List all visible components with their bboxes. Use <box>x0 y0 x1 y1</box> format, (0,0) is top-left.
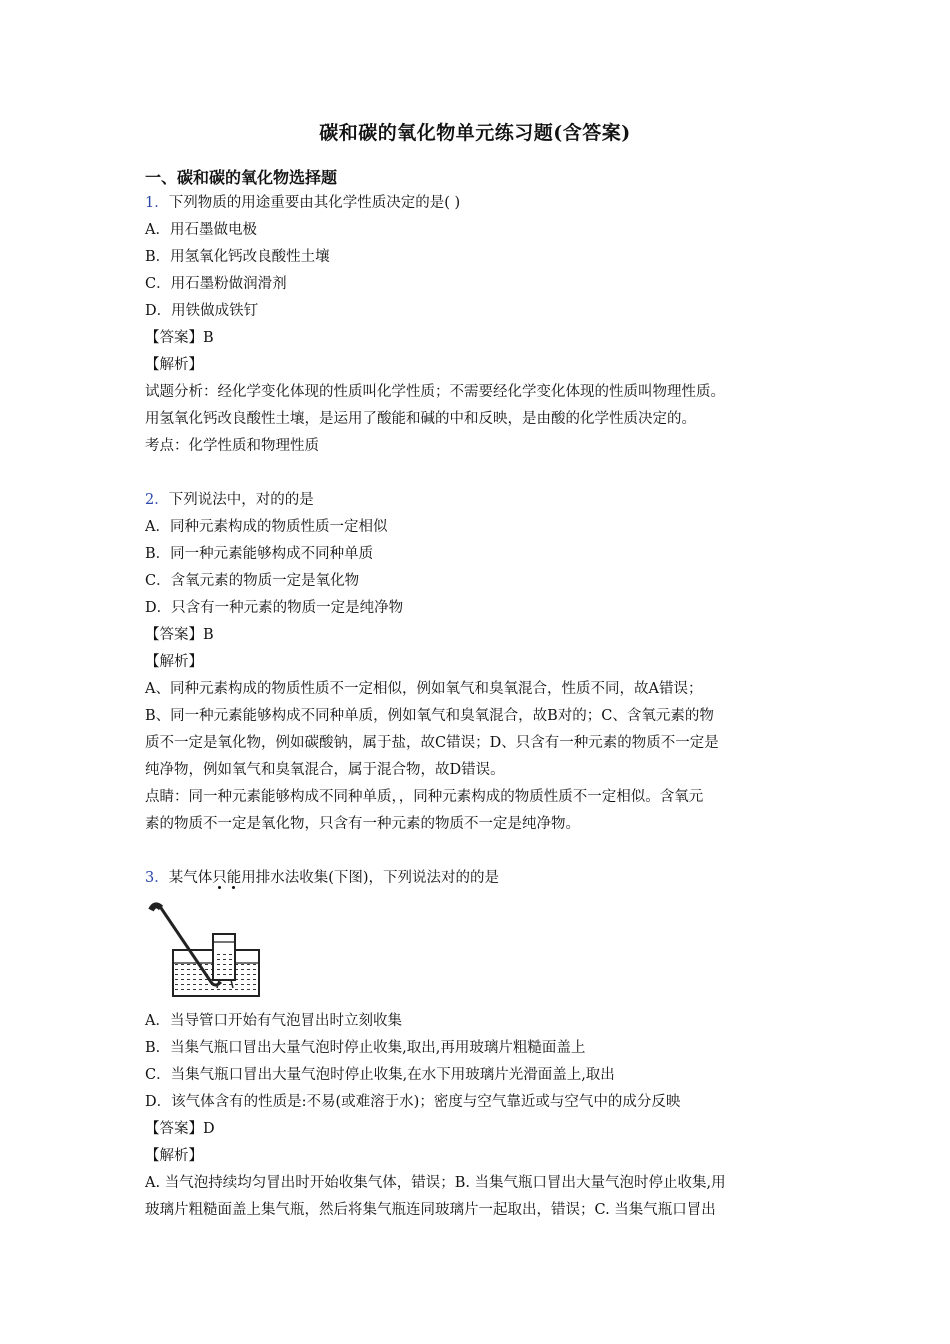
analysis-line: 玻璃片粗糙面盖上集气瓶，然后将集气瓶连同玻璃片一起取出，错误；C. 当集气瓶口冒出 <box>145 1202 716 1218</box>
analysis-line: 点睛：同一种元素能够构成不同种单质，，同种元素构成的物质性质不一定相似。含氧元 <box>145 789 704 805</box>
analysis-line: A. 当气泡持续均匀冒出时开始收集气体，错误；B. 当集气瓶口冒出大量气泡时停止收集,用 <box>145 1175 726 1191</box>
section-heading: 一、碳和碳的氧化物选择题 <box>145 168 338 187</box>
question-stem <box>145 190 815 217</box>
option-b: B．当集气瓶口冒出大量气泡时停止收集,取出,再用玻璃片粗糙面盖上 <box>145 1040 586 1056</box>
analysis-label: 【解析】 <box>145 654 203 670</box>
question-stem <box>145 487 815 514</box>
analysis-line: 素的物质不一定是氧化物，只含有一种元素的物质不一定是纯净物。 <box>145 816 580 832</box>
analysis-line: 用氢氧化钙改良酸性土壤，是运用了酸能和碱的中和反映，是由酸的化学性质决定的。 <box>145 411 696 427</box>
question-number: 2． <box>145 492 169 508</box>
option-a: A．当导管口开始有气泡冒出时立刻收集 <box>145 1013 402 1029</box>
option-b: B．同一种元素能够构成不同种单质 <box>145 546 374 562</box>
question-number: 3． <box>145 870 169 886</box>
gas-collection-apparatus-icon <box>145 892 285 1004</box>
option-d: D．只含有一种元素的物质一定是纯净物 <box>145 600 404 616</box>
analysis-line: 质不一定是氧化物，例如碳酸钠，属于盐，故C错误；D、只含有一种元素的物质不一定是 <box>145 735 719 751</box>
emphasis-char: 只 <box>212 870 227 886</box>
analysis-label: 【解析】 <box>145 1148 203 1164</box>
question-text: 下列物质的用途重要由其化学性质决定的是( ) <box>168 195 461 211</box>
option-c: C．用石墨粉做润滑剂 <box>145 276 287 292</box>
document-title: 碳和碳的氧化物单元练习题(含答案) <box>319 122 631 144</box>
option-d: D．用铁做成铁钉 <box>145 303 259 319</box>
option-b: B．用氢氧化钙改良酸性土壤 <box>145 249 330 265</box>
analysis-label: 【解析】 <box>145 357 203 373</box>
answer-line: 【答案】D <box>145 1121 215 1137</box>
answer-line: 【答案】B <box>145 330 214 346</box>
analysis-line: A、同种元素构成的物质性质不一定相似，例如氧气和臭氧混合，性质不同，故A错误； <box>145 681 703 697</box>
document-body <box>145 166 815 1224</box>
question-number: 1． <box>145 195 169 211</box>
question-stem <box>145 865 815 892</box>
question-2 <box>145 487 815 838</box>
question-3 <box>145 865 815 1224</box>
option-c: C．含氧元素的物质一定是氧化物 <box>145 573 360 589</box>
question-text: 下列说法中，对的的是 <box>168 492 314 508</box>
question-1 <box>145 190 815 460</box>
question-text: 某气体 <box>168 870 213 886</box>
option-c: C．当集气瓶口冒出大量气泡时停止收集,在水下用玻璃片光滑面盖上,取出 <box>145 1067 615 1083</box>
option-a: A．同种元素构成的物质性质一定相似 <box>145 519 388 535</box>
analysis-line: 纯净物，例如氧气和臭氧混合，属于混合物，故D错误。 <box>145 762 505 778</box>
option-a: A．用石墨做电极 <box>145 222 257 238</box>
question-text: 用排水法收集(下图)，下列说法对的的是 <box>241 870 500 886</box>
emphasis-char: 能 <box>226 870 242 886</box>
analysis-line: 考点：化学性质和物理性质 <box>145 438 319 454</box>
option-d: D．该气体含有的性质是:不易(或难溶于水)；密度与空气靠近或与空气中的成分反映 <box>145 1094 681 1110</box>
analysis-line: B、同一种元素能够构成不同种单质，例如氧气和臭氧混合，故B对的；C、含氧元素的物 <box>145 708 714 724</box>
answer-line: 【答案】B <box>145 627 214 643</box>
analysis-line: 试题分析：经化学变化体现的性质叫化学性质；不需要经化学变化体现的性质叫物理性质。 <box>145 384 725 400</box>
water-collection-figure <box>145 892 815 1008</box>
